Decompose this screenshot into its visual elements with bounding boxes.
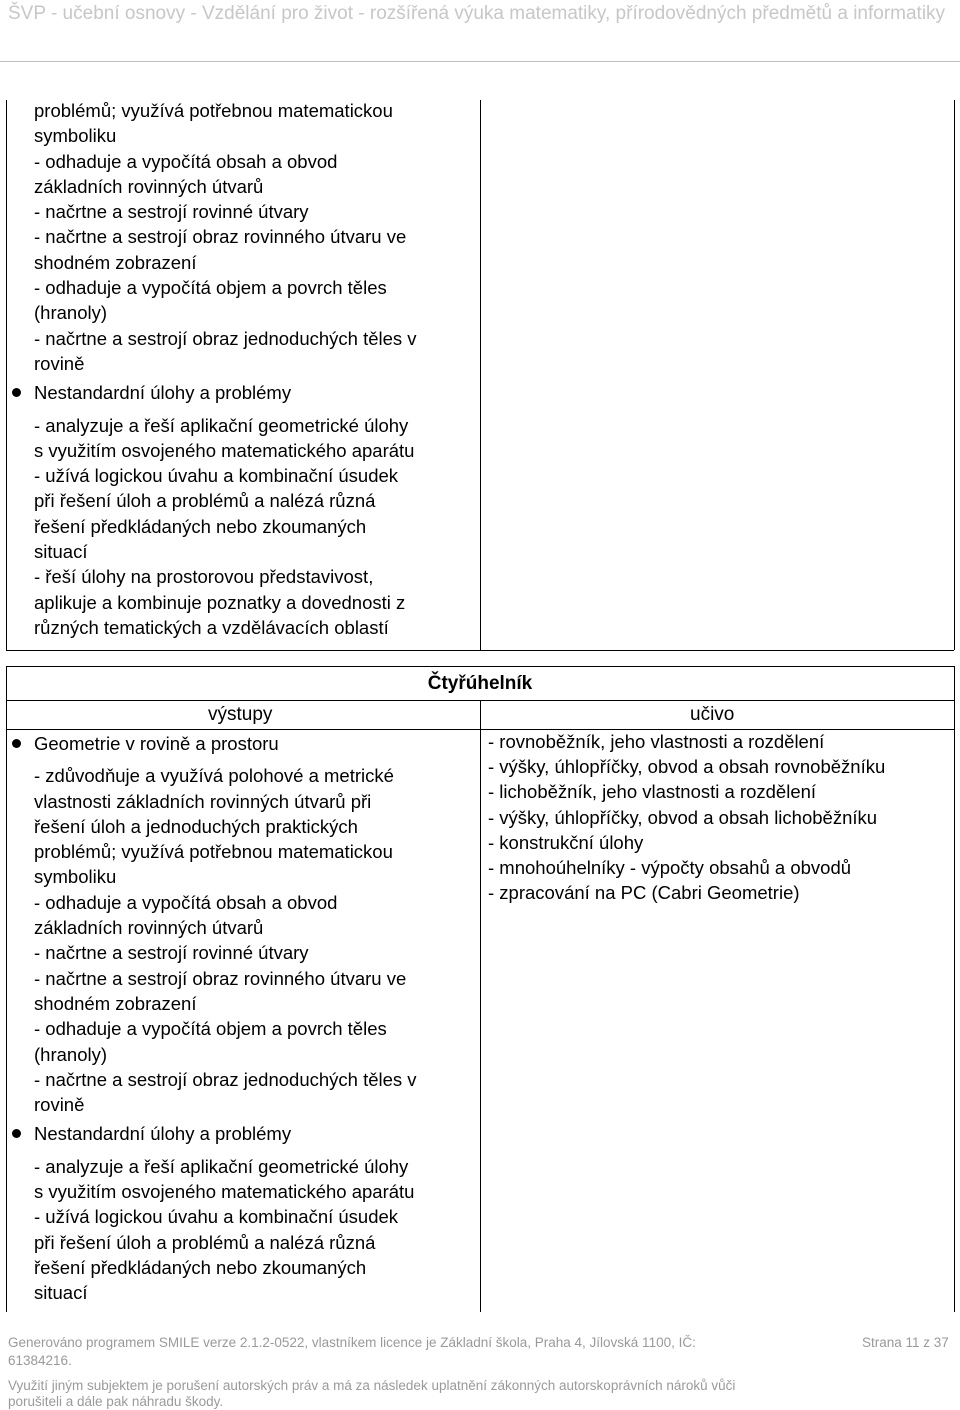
header-divider xyxy=(0,61,960,62)
output-line: symboliku xyxy=(34,866,117,888)
section-column-divider xyxy=(480,700,481,1312)
content-item: - lichoběžník, jeho vlastnosti a rozdělení xyxy=(488,781,817,803)
output-line: různých tematických a vzdělávacích oblastí xyxy=(34,616,389,638)
content-item: - mnohoúhelníky - výpočty obsahů a obvodů xyxy=(488,857,852,879)
section-border-top xyxy=(6,666,954,667)
output-line: symboliku xyxy=(34,125,117,147)
output-line: problémů; využívá potřebnou matematickou xyxy=(34,841,393,863)
content-item: - rovnoběžník, jeho vlastnosti a rozdělení xyxy=(488,731,825,752)
footer-copyright-line: Využití jiným subjektem je porušení autorských práv a má za následek uplatnění zákonných autorskoprávních nároků vůči xyxy=(8,1378,736,1393)
footer-page-number: Strana 11 z 37 xyxy=(862,1335,949,1350)
output-line: rovině xyxy=(34,1094,85,1116)
footer-generated xyxy=(8,1335,808,1369)
output-line: základních rovinných útvarů xyxy=(34,917,264,939)
table-border-middle xyxy=(480,100,481,650)
output-line: při řešení úloh a problémů a nalézá různá xyxy=(34,490,376,512)
table-border-bottom xyxy=(6,650,954,651)
output-line: problémů; využívá potřebnou matematickou xyxy=(34,100,393,121)
output-line: rovině xyxy=(34,352,85,374)
document-header xyxy=(8,2,952,26)
content-item: - výšky, úhlopříčky, obvod a obsah lichoběžníku xyxy=(488,806,878,828)
output-line: - řeší úlohy na prostorovou představivost, xyxy=(34,566,374,588)
output-line: - analyzuje a řeší aplikační geometrické úlohy xyxy=(34,414,409,436)
content-item: - zpracování na PC (Cabri Geometrie) xyxy=(488,882,800,904)
output-line: - načrtne a sestrojí obraz rovinného útvaru ve xyxy=(34,967,407,989)
output-line: řešení předkládaných nebo zkoumaných xyxy=(34,1256,367,1278)
output-line: - analyzuje a řeší aplikační geometrické úlohy xyxy=(34,1155,409,1177)
output-line: řešení předkládaných nebo zkoumaných xyxy=(34,515,367,537)
output-line: - načrtne a sestrojí rovinné útvary xyxy=(34,942,309,964)
output-line: - načrtne a sestrojí rovinné útvary xyxy=(34,201,309,223)
footer-generated-line: 61384216. xyxy=(8,1353,72,1368)
content-list xyxy=(488,729,958,905)
content-column xyxy=(488,729,958,905)
outputs-continued xyxy=(34,98,474,640)
output-line: - načrtne a sestrojí obraz rovinného útvaru ve xyxy=(34,226,407,248)
output-line: - odhaduje a vypočítá obsah a obvod xyxy=(34,150,338,172)
bullet-icon xyxy=(12,739,21,748)
outputs-column xyxy=(34,731,474,1306)
content-item: - výšky, úhlopříčky, obvod a obsah rovnoběžníku xyxy=(488,756,886,778)
footer-copyright xyxy=(8,1378,908,1410)
table-border-left xyxy=(6,100,7,650)
output-line: - načrtne a sestrojí obraz jednoduchých těles v xyxy=(34,327,417,349)
output-line: (hranoly) xyxy=(34,1043,107,1065)
table-border-right xyxy=(954,100,955,650)
output-line: situací xyxy=(34,541,88,563)
heading-text: Nestandardní úlohy a problémy xyxy=(34,382,292,404)
output-line: řešení úloh a jednoduchých praktických xyxy=(34,815,358,837)
output-line: - užívá logickou úvahu a kombinační úsudek xyxy=(34,465,399,487)
heading-text: Geometrie v rovině a prostoru xyxy=(34,733,279,754)
output-line: s využitím osvojeného matematického aparátu xyxy=(34,1181,415,1203)
output-line: aplikuje a kombinuje poznatky a dovednosti z xyxy=(34,591,406,613)
output-line: s využitím osvojeného matematického aparátu xyxy=(34,439,415,461)
output-line: - zdůvodňuje a využívá polohové a metrické xyxy=(34,765,394,787)
section-border-left xyxy=(6,666,7,1312)
output-line: - odhaduje a vypočítá objem a povrch těles xyxy=(34,277,387,299)
heading-text: Nestandardní úlohy a problémy xyxy=(34,1123,292,1145)
output-line: - načrtne a sestrojí obraz jednoduchých těles v xyxy=(34,1068,417,1090)
output-line: - odhaduje a vypočítá obsah a obvod xyxy=(34,891,338,913)
column-header-outputs: výstupy xyxy=(208,704,273,725)
outputs-heading xyxy=(34,731,474,756)
output-line: při řešení úloh a problémů a nalézá různá xyxy=(34,1231,376,1253)
output-line: vlastnosti základních rovinných útvarů při xyxy=(34,790,372,812)
outputs-heading xyxy=(34,380,474,405)
output-line: shodném zobrazení xyxy=(34,992,197,1014)
output-line: základních rovinných útvarů xyxy=(34,175,264,197)
outputs-heading xyxy=(34,1121,474,1146)
section-title: Čtyřúhelník xyxy=(427,673,533,694)
output-line: - užívá logickou úvahu a kombinační úsudek xyxy=(34,1206,399,1228)
outputs-list xyxy=(34,763,474,1117)
bullet-icon xyxy=(12,388,21,397)
footer-copyright-line: porušiteli a dále pak náhradu škody. xyxy=(8,1394,224,1409)
outputs-list xyxy=(34,413,474,641)
document-title: ŠVP - učební osnovy - Vzdělání pro život - rozšířená výuka matematiky, přírodovědných předmětů a informatiky xyxy=(8,3,946,24)
output-line: - odhaduje a vypočítá objem a povrch těles xyxy=(34,1018,387,1040)
outputs-list xyxy=(34,98,474,376)
output-line: shodném zobrazení xyxy=(34,251,197,273)
footer-generated-line: Generováno programem SMILE verze 2.1.2-0522, vlastníkem licence je Základní škola, Praha 4, Jílovská 1100, IČ: xyxy=(8,1335,696,1350)
column-header-content: učivo xyxy=(690,704,735,725)
content-item: - konstrukční úlohy xyxy=(488,831,644,853)
outputs-list xyxy=(34,1154,474,1306)
output-line: situací xyxy=(34,1282,88,1304)
output-line: (hranoly) xyxy=(34,302,107,324)
bullet-icon xyxy=(12,1129,21,1138)
